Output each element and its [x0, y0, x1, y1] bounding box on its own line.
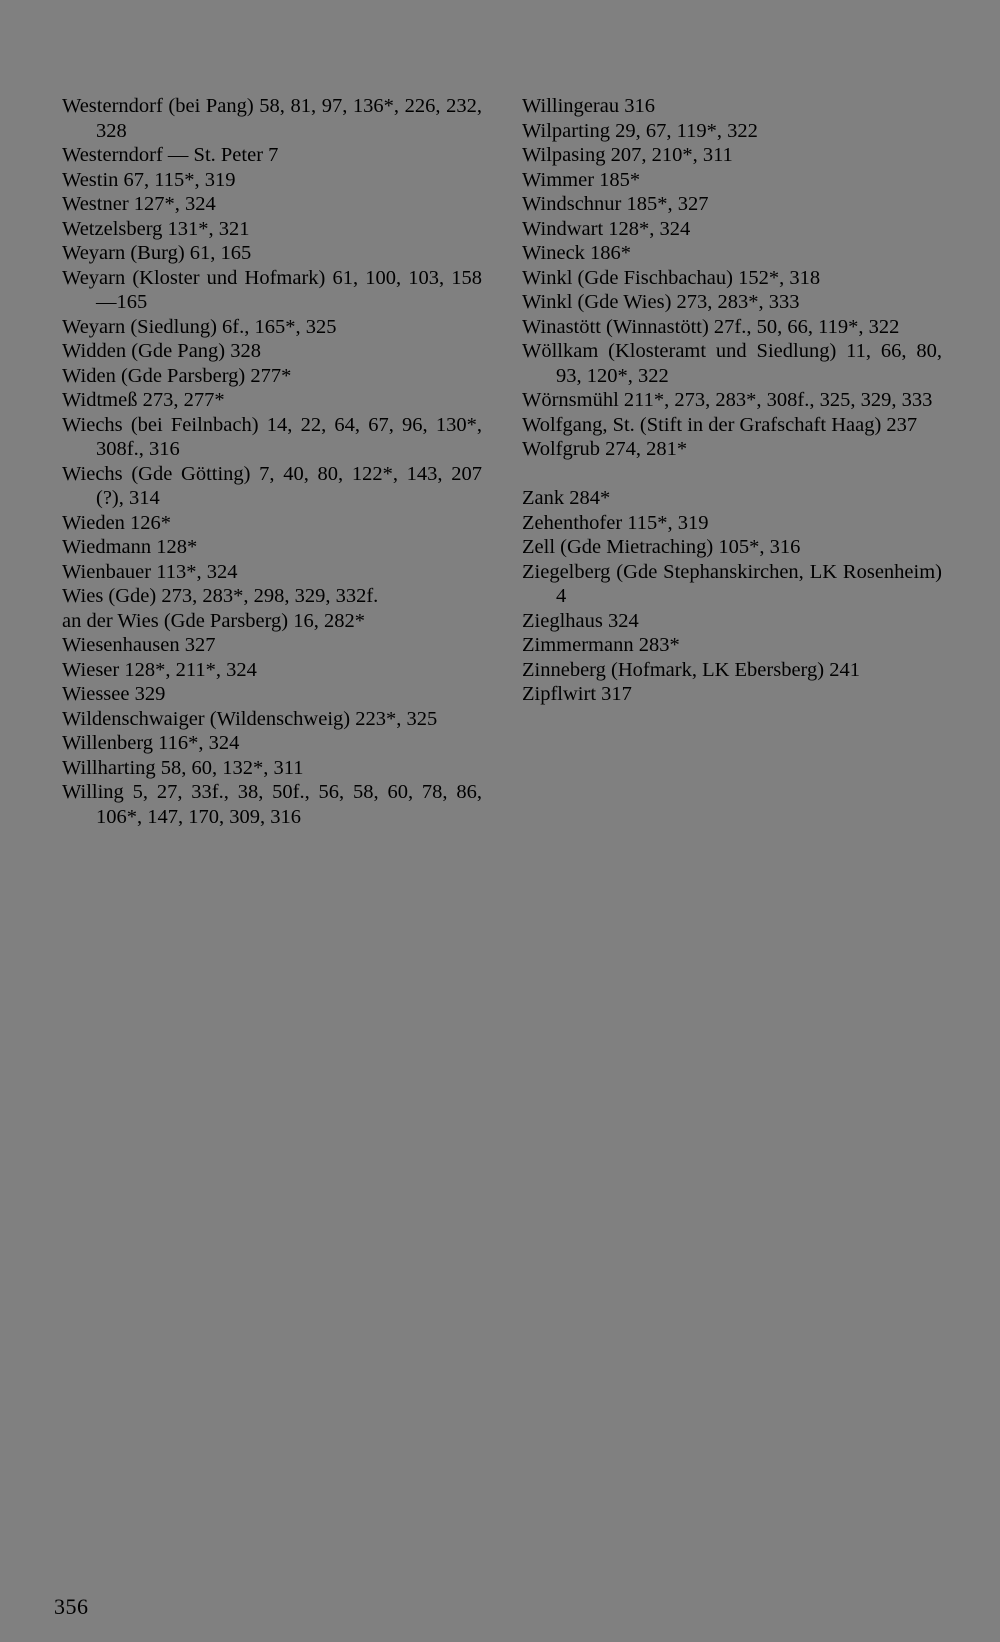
index-entry: Weyarn (Kloster und Hofmark) 61, 100, 103, 158—165 [62, 266, 482, 313]
index-entry: Widtmeß 273, 277* [62, 389, 225, 411]
index-entry: Zehenthofer 115*, 319 [522, 511, 709, 534]
index-entry: Widen (Gde Parsberg) 277* [62, 364, 292, 387]
index-entry: Windwart 128*, 324 [522, 217, 691, 240]
index-entry: Wiesenhausen 327 [62, 634, 216, 656]
index-entry: Wies (Gde) 273, 283*, 298, 329, 332f. [62, 585, 379, 607]
index-entry: Wineck 186* [522, 242, 632, 264]
index-entry: Wiechs (Gde Götting) 7, 40, 80, 122*, 143, 207 (?), 314 [62, 462, 482, 509]
index-entry: Windschnur 185*, 327 [522, 193, 709, 215]
index-entry: Winkl (Gde Fischbachau) 152*, 318 [522, 266, 821, 289]
index-entry: Wieden 126* [62, 511, 172, 534]
index-entry: Zank 284* [522, 487, 611, 509]
index-entry: Zinneberg (Hofmark, LK Ebersberg) 241 [522, 658, 860, 681]
index-entry: Wörnsmühl 211*, 273, 283*, 308f., 325, 329, 333 [522, 389, 933, 411]
index-entry: Willing 5, 27, 33f., 38, 50f., 56, 58, 60, 78, 86, 106*, 147, 170, 309, 316 [62, 781, 482, 828]
index-entry: Westin 67, 115*, 319 [62, 168, 236, 191]
index-entry: Zell (Gde Mietraching) 105*, 316 [522, 536, 801, 558]
index-entry: an der Wies (Gde Parsberg) 16, 282* [62, 609, 365, 632]
index-entry: Zipflwirt 317 [522, 683, 632, 705]
index-entry: Wiechs (bei Feilnbach) 14, 22, 64, 67, 96, 130*, 308f., 316 [62, 413, 482, 460]
index-entry: Winkl (Gde Wies) 273, 283*, 333 [522, 291, 800, 313]
index-entry: Wienbauer 113*, 324 [62, 560, 238, 583]
index-entry: Weyarn (Burg) 61, 165 [62, 242, 252, 264]
index-left-column [62, 94, 482, 829]
index-entry: Wimmer 185* [522, 168, 641, 191]
index-entry: Ziegelberg (Gde Stephanskirchen, LK Rosenheim) 4 [522, 560, 942, 607]
index-entry: Widden (Gde Pang) 328 [62, 340, 262, 362]
index-entry: Winastött (Winnastött) 27f., 50, 66, 119*, 322 [522, 315, 900, 338]
index-entry: Wöllkam (Klosteramt und Siedlung) 11, 66, 80, 93, 120*, 322 [522, 340, 942, 387]
index-entry: Wiessee 329 [62, 683, 166, 705]
index-entry: Zimmermann 283* [522, 634, 680, 656]
index-entry: Westner 127*, 324 [62, 193, 216, 215]
index-entry: Wilparting 29, 67, 119*, 322 [522, 119, 758, 142]
index-entry: Westerndorf (bei Pang) 58, 81, 97, 136*, 226, 232, 328 [62, 95, 482, 142]
index-entry: Zieglhaus 324 [522, 609, 639, 632]
index-entry: Wildenschwaiger (Wildenschweig) 223*, 325 [62, 707, 438, 730]
page-number: 356 [54, 1594, 89, 1619]
index-entry: Weyarn (Siedlung) 6f., 165*, 325 [62, 315, 337, 338]
index-entry: Wolfgrub 274, 281* [522, 438, 688, 460]
index-entry: Wiedmann 128* [62, 536, 198, 558]
index-entry: Wieser 128*, 211*, 324 [62, 658, 257, 681]
letter-section-divider [522, 462, 942, 487]
index-entry: Willingerau 316 [522, 95, 655, 117]
index-entry: Willharting 58, 60, 132*, 311 [62, 756, 304, 779]
index-entry: Willenberg 116*, 324 [62, 732, 240, 754]
index-right-column [522, 94, 942, 707]
index-entry: Westerndorf — St. Peter 7 [62, 144, 279, 166]
index-entry: Wetzelsberg 131*, 321 [62, 217, 250, 240]
index-entry: Wilpasing 207, 210*, 311 [522, 144, 733, 166]
index-entry: Wolfgang, St. (Stift in der Grafschaft Haag) 237 [522, 413, 918, 436]
